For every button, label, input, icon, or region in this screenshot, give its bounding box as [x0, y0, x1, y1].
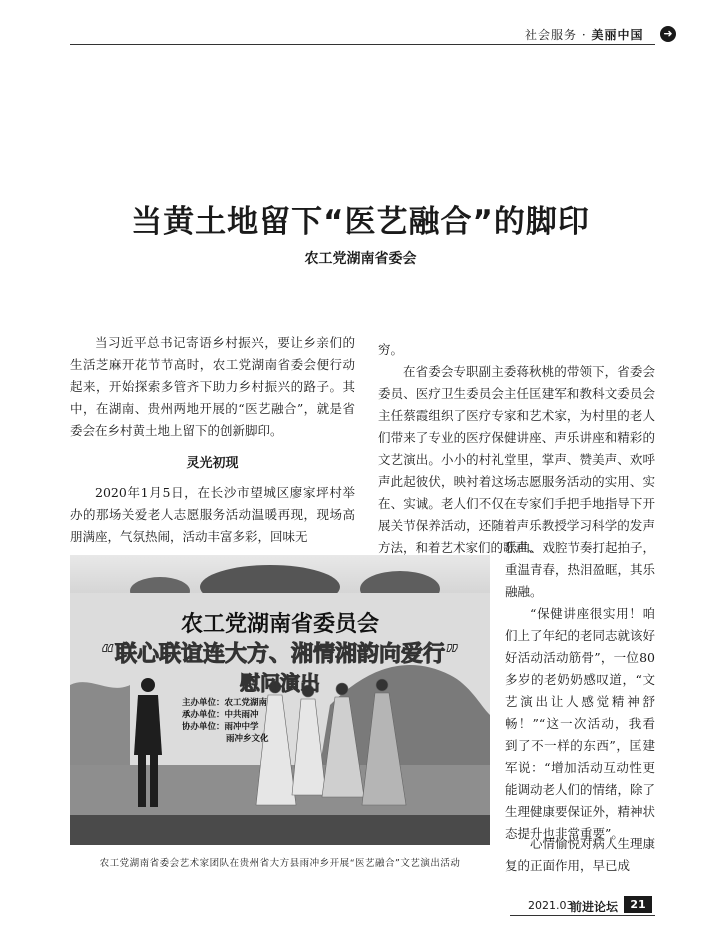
event-photo [70, 555, 490, 845]
page-number: 21 [624, 896, 652, 913]
paragraph-joy: 乐曲、戏腔节奏打起拍子，重温青春，热泪盈眶，其乐融融。 [505, 540, 656, 599]
paragraph-closing: 心情愉悦对病人生理康复的正面作用，早已成 [505, 836, 656, 873]
header-divider [70, 44, 655, 45]
photo-caption: 农工党湖南省委会艺术家团队在贵州省大方县雨冲乡开展“医艺融合”文艺演出活动 [99, 858, 461, 869]
paragraph-leadership: 在省委会专职副主委蒋秋桃的带领下，省委会委员、医疗卫生委员会主任匡建军和教科文委员会主任蔡霞组织了医疗专家和艺术家，为村里的老人们带来了专业的医疗保健讲座、声乐讲座和精彩的文艺演出。小小的村礼堂里，掌声、赞美声、欢呼声此起彼伏，映衬着这场志愿服务活动的实用、实在、实诚。老人们不仅在专家们手把手地指导下开展关节保养活动，还随着声乐教授学习科学的发声方法，和着艺术家们的歌声、 [378, 364, 655, 555]
event-photo-scene [70, 555, 490, 845]
organizer-host: 主办单位：农工党湖南 [182, 698, 268, 708]
section-header: 社会服务 · 美丽中国 [525, 28, 644, 42]
footer-divider [510, 915, 655, 916]
organizer-assistant: 协办单位：雨冲中学 [182, 722, 259, 732]
banner-slogan: “联心联谊连大方、湘情湘韵向爱行” [100, 642, 460, 667]
banner-organizers [182, 697, 269, 745]
paragraph-continued: 穷。 [378, 342, 404, 357]
article-byline: 农工党湖南省委会 [304, 251, 417, 267]
issue-date: 2021.03 [528, 899, 574, 912]
banner-subtitle: 慰问演出 [240, 671, 320, 695]
organizer-undertaker: 承办单位：中共雨冲 [182, 710, 259, 720]
section-subheading: 灵光初现 [186, 456, 239, 471]
paragraph-event: 2020年1月5日，在长沙市望城区廖家坪村举办的那场关爱老人志愿服务活动温暖再现，现场高朋满座，气氛热闹，活动丰富多彩，回味无 [70, 485, 355, 544]
paragraph-quote: “保健讲座很实用！咱们上了年纪的老同志就该好好活动活动筋骨”，一位80多岁的老奶奶感叹道，“文艺演出让人感觉精神舒畅！”“这一次活动，我看到了不一样的东西”，匡建军说：“增加活动互动性更能调动老人们的情绪，除了生理健康要保证外，精神状态提升也非常重要”。 [505, 606, 656, 841]
magazine-name: 前进论坛 [570, 900, 619, 914]
arrow-circle-icon: ➜ [660, 26, 676, 42]
organizer-culture: 雨冲乡文化 [226, 734, 269, 744]
article-title: 当黄土地留下“医艺融合”的脚印 [131, 204, 590, 240]
paragraph-intro: 当习近平总书记寄语乡村振兴，要让乡亲们的生活芝麻开花节节高时，农工党湖南省委会便行动起来，开始探索多管齐下助力乡村振兴的路子。其中，在湖南、贵州两地开展的“医艺融合”，就是省委会在乡村黄土地上留下的创新脚印。 [70, 335, 355, 438]
banner-title: 农工党湖南省委员会 [180, 612, 379, 637]
